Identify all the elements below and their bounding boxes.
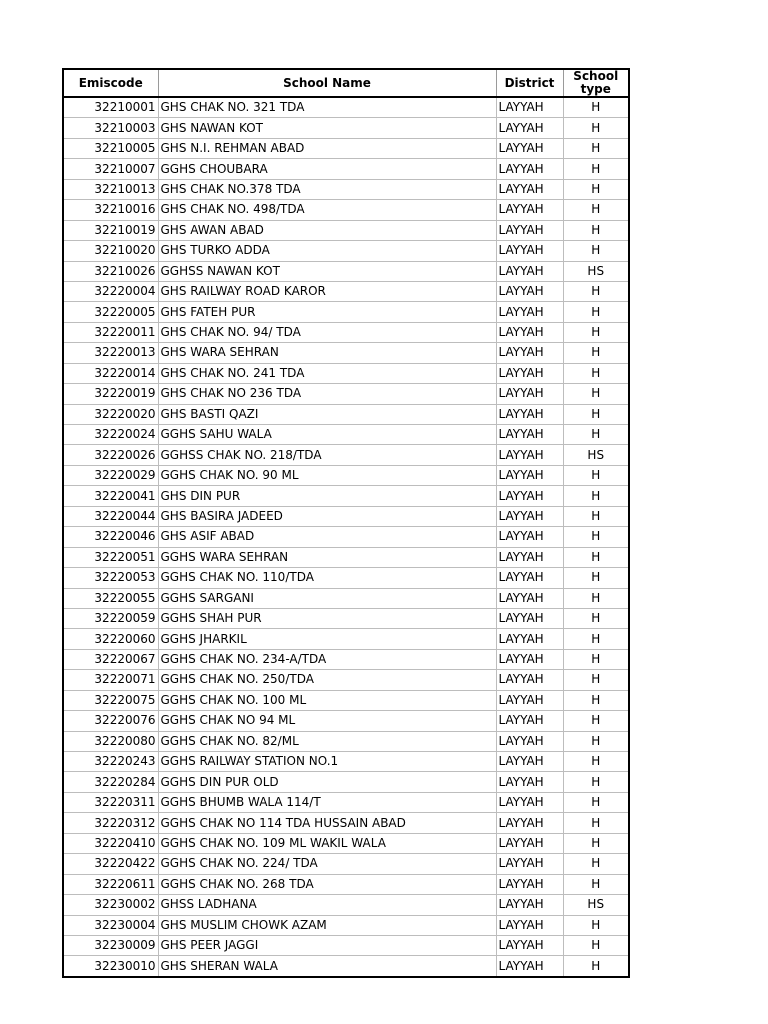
cell-district: LAYYAH [496, 649, 563, 669]
cell-district: LAYYAH [496, 343, 563, 363]
cell-emiscode: 32230010 [94, 958, 156, 973]
cell-emiscode: 32220024 [64, 425, 158, 445]
cell-school-type: H [563, 833, 628, 853]
cell-school-type: H [563, 670, 628, 690]
cell-emiscode: 32220026 [64, 445, 158, 465]
cell-emiscode: 32220011 [64, 322, 158, 342]
table-row [64, 281, 628, 301]
table-row [64, 813, 628, 833]
cell-school-type: H [563, 241, 628, 261]
cell-school-name: GHS CHAK NO. 321 TDA [158, 97, 496, 118]
table-row [64, 179, 628, 199]
table-row [64, 97, 628, 118]
cell-school-type: HS [563, 895, 628, 915]
cell-emiscode: 32220284 [64, 772, 158, 792]
cell-school-type: H [563, 690, 628, 710]
cell-school-type: H [563, 179, 628, 199]
cell-emiscode: 32220013 [64, 343, 158, 363]
cell-school-name: GHS CHAK NO. 241 TDA [158, 363, 496, 383]
cell-school-type: H [563, 220, 628, 240]
cell-school-type: H [563, 568, 628, 588]
cell-school-type: H [563, 281, 628, 301]
table-row [64, 404, 628, 424]
cell-school-name: GHS CHAK NO.378 TDA [158, 179, 496, 199]
cell-school-type: H [563, 322, 628, 342]
cell-school-name: GGHS DIN PUR OLD [158, 772, 496, 792]
cell-school-type: H [563, 118, 628, 138]
cell-school-name: GGHS CHAK NO 114 TDA HUSSAIN ABAD [158, 813, 496, 833]
table-row [64, 343, 628, 363]
cell-school-name: GGHS CHAK NO. 82/ML [158, 731, 496, 751]
table-row [64, 874, 628, 894]
cell-district: LAYYAH [496, 220, 563, 240]
table-row [64, 792, 628, 812]
table-header [64, 70, 628, 97]
cell-school-type: H [563, 813, 628, 833]
cell-school-type: H [563, 547, 628, 567]
cell-emiscode: 32230002 [64, 895, 158, 915]
table-row [64, 322, 628, 342]
cell-school-type: H [563, 302, 628, 322]
table-row [64, 200, 628, 220]
cell-school-name: GGHS CHAK NO. 250/TDA [158, 670, 496, 690]
cell-school-type: H [563, 159, 628, 179]
cell-emiscode: 32210016 [64, 200, 158, 220]
cell-emiscode: 32220044 [64, 506, 158, 526]
cell-school-name: GHS RAILWAY ROAD KAROR [158, 281, 496, 301]
table-row [64, 568, 628, 588]
cell-district: LAYYAH [496, 874, 563, 894]
cell-school-type: H [563, 363, 628, 383]
cell-emiscode: 32220611 [64, 874, 158, 894]
table-row [64, 425, 628, 445]
cell-emiscode: 32220029 [64, 465, 158, 485]
table-row [64, 506, 628, 526]
cell-school-name: GGHS SARGANI [158, 588, 496, 608]
cell-school-type: H [563, 874, 628, 894]
cell-district: LAYYAH [496, 445, 563, 465]
header-district: District [496, 70, 563, 97]
cell-school-name: GHS BASTI QAZI [158, 404, 496, 424]
cell-emiscode: 32210001 [64, 97, 158, 118]
cell-district: LAYYAH [496, 322, 563, 342]
cell-school-type: H [563, 404, 628, 424]
cell-school-name: GHS AWAN ABAD [158, 220, 496, 240]
table-row [64, 138, 628, 158]
cell-school-type: H [563, 731, 628, 751]
cell-school-type: H [563, 752, 628, 772]
cell-emiscode: 32220311 [64, 792, 158, 812]
cell-school-name: GHS DIN PUR [158, 486, 496, 506]
cell-emiscode: 32220055 [64, 588, 158, 608]
table-row [64, 915, 628, 935]
cell-school-name: GHS NAWAN KOT [158, 118, 496, 138]
cell-school-name: GGHS CHAK NO. 100 ML [158, 690, 496, 710]
cell-emiscode: 32220059 [64, 608, 158, 628]
cell-school-type: H [563, 506, 628, 526]
cell-emiscode: 32210026 [64, 261, 158, 281]
cell-school-name: GGHS CHAK NO. 268 TDA [158, 874, 496, 894]
table-row [64, 302, 628, 322]
header-school-type-line2: type [580, 82, 611, 96]
cell-district: LAYYAH [496, 486, 563, 506]
cell-emiscode: 32220410 [64, 833, 158, 853]
cell-district: LAYYAH [496, 547, 563, 567]
table-row [64, 670, 628, 690]
cell-emiscode: 32220020 [64, 404, 158, 424]
cell-district: LAYYAH [496, 608, 563, 628]
cell-emiscode: 32220075 [64, 690, 158, 710]
cell-district: LAYYAH [496, 118, 563, 138]
table-row [64, 261, 628, 281]
table-row [64, 854, 628, 874]
cell-district: LAYYAH [496, 159, 563, 179]
cell-district: LAYYAH [496, 281, 563, 301]
cell-school-name: GHS BASIRA JADEED [158, 506, 496, 526]
cell-district: LAYYAH [496, 97, 563, 118]
cell-school-name: GGHSS NAWAN KOT [158, 261, 496, 281]
cell-school-name: GHS ASIF ABAD [158, 527, 496, 547]
cell-school-type: H [563, 629, 628, 649]
table-row [64, 118, 628, 138]
cell-district: LAYYAH [496, 792, 563, 812]
cell-district: LAYYAH [496, 588, 563, 608]
cell-emiscode: 32220243 [64, 752, 158, 772]
table-row [64, 772, 628, 792]
cell-emiscode: 32220060 [64, 629, 158, 649]
cell-emiscode: 32220014 [64, 363, 158, 383]
cell-emiscode: 32210003 [64, 118, 158, 138]
cell-emiscode: 32210019 [64, 220, 158, 240]
cell-school-name: GGHS SHAH PUR [158, 608, 496, 628]
cell-district: LAYYAH [496, 527, 563, 547]
cell-emiscode: 32220076 [64, 711, 158, 731]
cell-school-type: HS [563, 445, 628, 465]
cell-school-name: GHS WARA SEHRAN [158, 343, 496, 363]
cell-school-type: H [563, 527, 628, 547]
school-list-table [62, 68, 630, 978]
cell-school-name: GHS CHAK NO. 498/TDA [158, 200, 496, 220]
cell-school-name: GGHSS CHAK NO. 218/TDA [158, 445, 496, 465]
header-school-name: School Name [158, 70, 496, 97]
table-row [64, 588, 628, 608]
cell-emiscode: 32220051 [64, 547, 158, 567]
cell-district: LAYYAH [496, 629, 563, 649]
cell-school-type: H [563, 486, 628, 506]
cell-school-name: GGHS CHAK NO. 234-A/TDA [158, 649, 496, 669]
cell-emiscode: 32220067 [64, 649, 158, 669]
cell-school-type: H [563, 425, 628, 445]
cell-district: LAYYAH [496, 568, 563, 588]
table-body [64, 97, 628, 976]
cell-school-name: GHS N.I. REHMAN ABAD [158, 138, 496, 158]
cell-district: LAYYAH [496, 425, 563, 445]
cell-district: LAYYAH [496, 935, 563, 955]
cell-school-name: GGHS JHARKIL [158, 629, 496, 649]
cell-school-name: GGHS CHAK NO 94 ML [158, 711, 496, 731]
table-row [64, 833, 628, 853]
cell-emiscode: 32220046 [64, 527, 158, 547]
table-row [64, 220, 628, 240]
cell-school-name: GGHS CHAK NO. 90 ML [158, 465, 496, 485]
cell-district: LAYYAH [496, 138, 563, 158]
cell-school-name: GHS MUSLIM CHOWK AZAM [158, 915, 496, 935]
cell-school-name: GHS SHERAN WALA [158, 956, 496, 976]
cell-school-name: GGHS CHAK NO. 110/TDA [158, 568, 496, 588]
cell-school-type: H [563, 854, 628, 874]
table-row [64, 608, 628, 628]
cell-district: LAYYAH [496, 506, 563, 526]
cell-school-type: H [563, 384, 628, 404]
cell-emiscode: 32210005 [64, 138, 158, 158]
cell-district: LAYYAH [496, 772, 563, 792]
table-row [64, 895, 628, 915]
cell-district: LAYYAH [496, 363, 563, 383]
cell-district: LAYYAH [496, 241, 563, 261]
cell-school-name: GHS CHAK NO 236 TDA [158, 384, 496, 404]
cell-district: LAYYAH [496, 711, 563, 731]
cell-emiscode: 32220005 [64, 302, 158, 322]
table-row [64, 486, 628, 506]
cell-emiscode: 32220422 [64, 854, 158, 874]
cell-district: LAYYAH [496, 302, 563, 322]
table-row [64, 159, 628, 179]
cell-school-name: GHS FATEH PUR [158, 302, 496, 322]
cell-district: LAYYAH [496, 690, 563, 710]
cell-school-type: H [563, 792, 628, 812]
cell-district: LAYYAH [496, 731, 563, 751]
cell-school-type: H [563, 608, 628, 628]
cell-district: LAYYAH [496, 854, 563, 874]
cell-emiscode: 32220053 [64, 568, 158, 588]
table-row [64, 445, 628, 465]
cell-school-name: GHS PEER JAGGI [158, 935, 496, 955]
cell-school-type: H [563, 138, 628, 158]
cell-school-name: GGHS CHAK NO. 224/ TDA [158, 854, 496, 874]
cell-emiscode: 32220071 [64, 670, 158, 690]
cell-emiscode: 32210013 [64, 179, 158, 199]
cell-school-name: GGHS CHOUBARA [158, 159, 496, 179]
cell-district: LAYYAH [496, 384, 563, 404]
cell-school-type: H [563, 465, 628, 485]
cell-school-name: GGHS CHAK NO. 109 ML WAKIL WALA [158, 833, 496, 853]
cell-school-type: H [563, 915, 628, 935]
table-row [64, 690, 628, 710]
cell-emiscode: 32230004 [64, 915, 158, 935]
cell-district: LAYYAH [496, 200, 563, 220]
cell-school-type: HS [563, 261, 628, 281]
cell-school-name: GHS TURKO ADDA [158, 241, 496, 261]
cell-school-type: H [563, 97, 628, 118]
table-row [64, 527, 628, 547]
cell-district: LAYYAH [496, 956, 563, 976]
table-row [64, 465, 628, 485]
cell-district: LAYYAH [496, 670, 563, 690]
cell-district: LAYYAH [496, 465, 563, 485]
cell-school-type: H [563, 588, 628, 608]
table-row [64, 711, 628, 731]
cell-emiscode: 32210020 [64, 241, 158, 261]
cell-district: LAYYAH [496, 404, 563, 424]
cell-district: LAYYAH [496, 752, 563, 772]
cell-district: LAYYAH [496, 813, 563, 833]
table-row [64, 547, 628, 567]
cell-school-name: GHSS LADHANA [158, 895, 496, 915]
cell-school-name: GGHS RAILWAY STATION NO.1 [158, 752, 496, 772]
cell-emiscode: 32220041 [64, 486, 158, 506]
header-school-type-line1: School [573, 70, 619, 83]
table-row [64, 363, 628, 383]
cell-emiscode: 32220080 [64, 731, 158, 751]
cell-emiscode: 32220004 [64, 281, 158, 301]
cell-district: LAYYAH [496, 915, 563, 935]
cell-school-type: H [563, 935, 628, 955]
cell-school-type: H [563, 711, 628, 731]
cell-district: LAYYAH [496, 833, 563, 853]
header-school-type [563, 70, 628, 97]
cell-school-name: GHS CHAK NO. 94/ TDA [158, 322, 496, 342]
header-row [64, 70, 628, 97]
table-row [64, 629, 628, 649]
cell-school-type: H [563, 956, 628, 976]
cell-district: LAYYAH [496, 895, 563, 915]
cell-school-name: GGHS WARA SEHRAN [158, 547, 496, 567]
cell-school-name: GGHS BHUMB WALA 114/T [158, 792, 496, 812]
cell-school-name: GGHS SAHU WALA [158, 425, 496, 445]
cell-school-type: H [563, 343, 628, 363]
cell-emiscode: 32230009 [64, 935, 158, 955]
cell-school-type: H [563, 772, 628, 792]
table-row [64, 384, 628, 404]
table-row [64, 731, 628, 751]
cell-emiscode: 32220312 [64, 813, 158, 833]
table-row [64, 956, 628, 976]
cell-emiscode: 32220019 [64, 384, 158, 404]
cell-emiscode: 32210007 [64, 159, 158, 179]
header-emiscode: Emiscode [64, 70, 158, 97]
cell-district: LAYYAH [496, 261, 563, 281]
cell-school-type: H [563, 649, 628, 669]
cell-school-type: H [563, 200, 628, 220]
table-row [64, 241, 628, 261]
table-row [64, 649, 628, 669]
table-row [64, 752, 628, 772]
data-table [64, 70, 628, 976]
cell-district: LAYYAH [496, 179, 563, 199]
table-row [64, 935, 628, 955]
